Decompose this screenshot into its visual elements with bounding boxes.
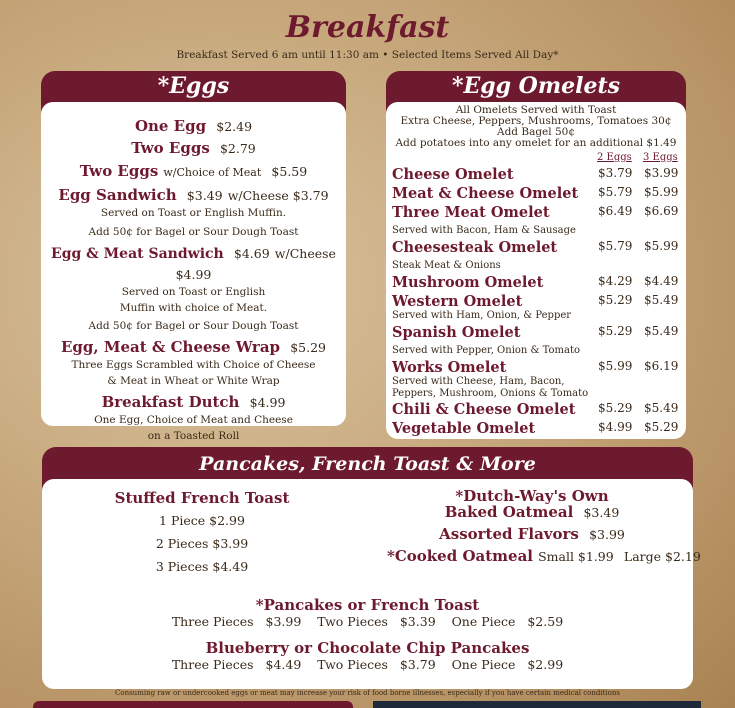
item-name: One Egg xyxy=(134,117,207,135)
assorted-price: $3.99 xyxy=(589,527,625,542)
item-name: Two Eggs xyxy=(79,162,159,180)
omelet-desc: Peppers, Mushroom, Onions & Tomato xyxy=(392,388,589,399)
option-label: Three Pieces xyxy=(171,657,254,672)
omelet-name: Cheesesteak Omelet xyxy=(392,239,558,256)
item-name: Egg & Meat Sandwich xyxy=(51,246,224,262)
item-price: $4.99 xyxy=(249,395,286,410)
item-desc: Muffin with choice of Meat. xyxy=(119,302,268,314)
option-label: Three Pieces xyxy=(171,614,254,629)
omelet-row xyxy=(392,272,682,291)
omelet-price-2-eggs: $5.29 xyxy=(598,324,633,338)
omelet-row xyxy=(392,291,682,322)
omelets-heading: *Egg Omelets xyxy=(451,73,621,99)
column-header-3-eggs: 3 Eggs xyxy=(643,152,678,163)
stuffed-option: 1 Piece $2.99 xyxy=(159,513,245,528)
omelet-price-2-eggs: $5.79 xyxy=(598,239,633,253)
pancakes-french-toast-title: *Pancakes or French Toast xyxy=(255,596,480,614)
pancakes-body xyxy=(42,479,701,689)
omelet-price-2-eggs: $4.99 xyxy=(598,420,633,434)
omelet-row xyxy=(392,399,682,418)
omelets-body xyxy=(386,102,686,439)
option-price: $3.79 xyxy=(399,657,436,672)
option-price: $4.49 xyxy=(265,657,302,672)
omelet-price-3-eggs: $6.69 xyxy=(644,204,679,218)
option-price: $3.99 xyxy=(265,614,302,629)
item-desc: Served on Toast or English xyxy=(121,286,266,298)
option-price: $3.39 xyxy=(399,614,436,629)
omelet-desc: Served with Ham, Onion, & Pepper xyxy=(392,310,572,321)
item-desc: Add 50¢ for Bagel or Sour Dough Toast xyxy=(88,226,299,238)
oatmeal-title: Baked Oatmeal xyxy=(444,503,574,521)
stuffed-option: 2 Pieces $3.99 xyxy=(155,536,249,551)
item-desc: One Egg, Choice of Meat and Cheese xyxy=(94,414,293,426)
omelet-price-2-eggs: $3.79 xyxy=(598,166,633,180)
item-desc: Served on Toast or English Muffin. xyxy=(100,207,287,219)
food-safety-note: Consuming raw or undercooked eggs or meat may increase your risk of food borne illnesses, especially if you have certain medical conditions xyxy=(115,689,620,697)
omelet-desc: Served with Cheese, Ham, Bacon, xyxy=(392,376,565,387)
item-price: $5.29 xyxy=(290,340,327,355)
omelet-intro-line: Add Bagel 50¢ xyxy=(496,126,575,138)
omelet-name: Meat & Cheese Omelet xyxy=(392,185,579,202)
omelet-price-3-eggs: $5.49 xyxy=(644,293,679,307)
next-panel-edge-right xyxy=(373,701,701,708)
omelet-price-3-eggs: $5.99 xyxy=(644,239,679,253)
item-desc: Add 50¢ for Bagel or Sour Dough Toast xyxy=(88,320,299,332)
pancakes-heading: Pancakes, French Toast & More xyxy=(199,453,536,475)
omelet-row xyxy=(392,418,682,437)
oatmeal-title: *Dutch-Way's Own xyxy=(455,487,609,505)
omelet-desc: Served with Bacon, Ham & Sausage xyxy=(392,225,576,236)
omelets-panel xyxy=(386,71,686,439)
omelet-price-3-eggs: $4.49 xyxy=(644,274,679,288)
cooked-oatmeal: *Cooked Oatmeal xyxy=(387,547,533,565)
option-price: $2.59 xyxy=(527,614,564,629)
omelet-row xyxy=(392,237,682,272)
item-desc: on a Toasted Roll xyxy=(147,430,240,442)
omelet-price-3-eggs: $3.99 xyxy=(644,166,679,180)
omelet-name: Spanish Omelet xyxy=(392,324,521,341)
omelet-name: Vegetable Omelet xyxy=(392,420,536,437)
omelet-price-3-eggs: $5.99 xyxy=(644,185,679,199)
item-extra: w/Cheese $4.99 xyxy=(175,246,336,282)
assorted-flavors: Assorted Flavors xyxy=(439,525,579,543)
omelet-price-3-eggs: $5.49 xyxy=(644,324,679,338)
omelet-price-2-eggs: $6.49 xyxy=(598,204,633,218)
page-title: Breakfast xyxy=(285,10,450,45)
item-name: Two Eggs xyxy=(131,139,210,157)
option-label: One Piece xyxy=(451,614,516,629)
omelet-row xyxy=(392,183,682,202)
cooked-large: Large $2.19 xyxy=(623,549,701,564)
omelet-price-2-eggs: $5.29 xyxy=(598,401,633,415)
item-price: $2.49 xyxy=(216,119,253,134)
cooked-small: Small $1.99 xyxy=(538,549,614,564)
item-name: Breakfast Dutch xyxy=(101,393,240,411)
item-suffix: w/Choice of Meat xyxy=(163,166,262,179)
option-label: One Piece xyxy=(451,657,516,672)
omelet-row xyxy=(392,202,682,237)
omelet-intro-line: Add potatoes into any omelet for an additional $1.49 xyxy=(395,137,677,149)
pancakes-panel xyxy=(42,447,701,689)
option-label: Two Pieces xyxy=(317,657,388,672)
option-label: Two Pieces xyxy=(317,614,388,629)
omelet-price-2-eggs: $5.29 xyxy=(598,293,633,307)
item-price: $4.69 xyxy=(233,246,270,261)
item-name: Egg Sandwich xyxy=(58,186,177,204)
item-name: Egg, Meat & Cheese Wrap xyxy=(60,338,281,356)
eggs-heading: *Eggs xyxy=(157,73,230,99)
eggs-panel xyxy=(41,71,346,442)
item-price: $3.49 xyxy=(186,188,223,203)
omelet-desc: Served with Pepper, Onion & Tomato xyxy=(392,345,581,356)
stuffed-french-toast-title: Stuffed French Toast xyxy=(114,489,290,507)
omelet-row xyxy=(392,357,682,400)
omelet-intro-line: All Omelets Served with Toast xyxy=(455,104,617,116)
item-price: $2.79 xyxy=(219,141,256,156)
omelet-price-3-eggs: $5.29 xyxy=(644,420,679,434)
item-price: $5.59 xyxy=(271,164,308,179)
option-price: $2.99 xyxy=(527,657,564,672)
omelet-price-2-eggs: $4.29 xyxy=(598,274,633,288)
omelet-name: Mushroom Omelet xyxy=(392,274,544,291)
stuffed-option: 3 Pieces $4.49 xyxy=(155,559,249,574)
omelet-intro-line: Extra Cheese, Peppers, Mushrooms, Tomatoes 30¢ xyxy=(400,115,672,127)
oatmeal-price: $3.49 xyxy=(583,505,620,520)
omelet-name: Western Omelet xyxy=(392,293,523,310)
omelet-name: Cheese Omelet xyxy=(392,166,514,183)
omelet-name: Works Omelet xyxy=(392,359,507,376)
omelet-row xyxy=(392,322,682,357)
omelet-price-3-eggs: $6.19 xyxy=(644,359,679,373)
page-subtitle: Breakfast Served 6 am until 11:30 am • Selected Items Served All Day* xyxy=(176,49,559,61)
omelet-price-2-eggs: $5.99 xyxy=(598,359,633,373)
item-desc: Three Eggs Scrambled with Choice of Cheese xyxy=(71,359,316,371)
omelet-price-3-eggs: $5.49 xyxy=(644,401,679,415)
omelet-name: Chili & Cheese Omelet xyxy=(392,401,576,418)
next-panel-edge-left xyxy=(33,701,353,708)
item-desc: & Meat in Wheat or White Wrap xyxy=(107,375,280,387)
eggs-body xyxy=(41,102,346,442)
omelet-desc: Steak Meat & Onions xyxy=(392,260,501,271)
omelet-name: Three Meat Omelet xyxy=(392,204,550,221)
column-header-2-eggs: 2 Eggs xyxy=(597,152,632,163)
omelet-price-2-eggs: $5.79 xyxy=(598,185,633,199)
omelet-row xyxy=(392,164,682,183)
item-extra: w/Cheese $3.79 xyxy=(227,188,329,203)
blueberry-pancakes-title: Blueberry or Chocolate Chip Pancakes xyxy=(205,639,530,657)
